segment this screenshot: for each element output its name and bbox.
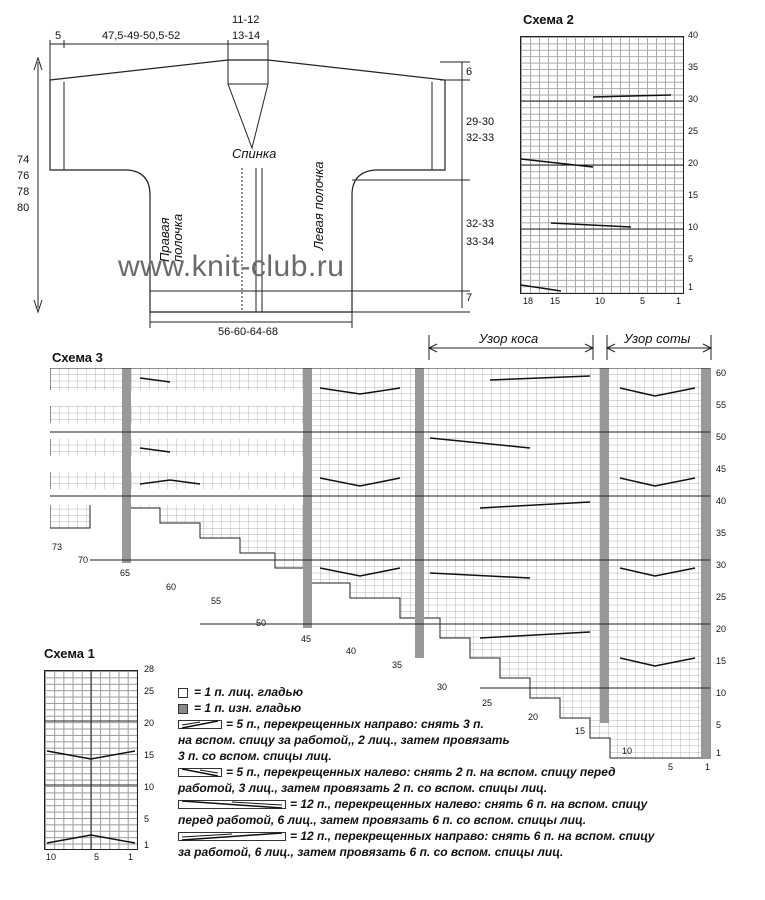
- legend-cross12-left-2: перед работой, 6 лиц., затем провязать 6 п. со вспом. спицы лиц.: [178, 813, 587, 827]
- legend-cross5-left: = 5 п., перекрещенных налево: снять 2 п. на вспом. спицу перед: [178, 764, 698, 780]
- s2-col-18: 18: [523, 296, 534, 306]
- s3-stair-55: 55: [211, 596, 222, 606]
- s1-col-5: 5: [94, 852, 100, 862]
- s1-row-10: 10: [144, 782, 155, 792]
- s3-row-55: 55: [716, 400, 727, 410]
- s3-row-10: 10: [716, 688, 727, 698]
- s3-row-25: 25: [716, 592, 727, 602]
- s3-stair-35: 35: [392, 660, 403, 670]
- s2-col-1: 1: [676, 296, 682, 306]
- watermark: www.knit-club.ru: [118, 250, 345, 283]
- s2-row-10: 10: [688, 222, 699, 232]
- left-front-label: Левая полочка: [311, 161, 326, 250]
- garment-diagram: [0, 0, 500, 340]
- neck-v: [228, 60, 268, 148]
- s3-stair-1: 1: [705, 762, 711, 772]
- s3-row-5: 5: [716, 720, 722, 730]
- s3-stair-60: 60: [166, 582, 177, 592]
- s3-row-15: 15: [716, 656, 727, 666]
- s3-row-1: 1: [716, 748, 722, 758]
- s3-row-40: 40: [716, 496, 727, 506]
- s2-col-10: 10: [595, 296, 606, 306]
- legend-cross12-right-2: за работой, 6 лиц., затем провязать 6 п. со вспом. спицы лиц.: [178, 845, 564, 859]
- s1-row-5: 5: [144, 814, 150, 824]
- s3-stair-65: 65: [120, 568, 131, 578]
- cross5-right-icon: [178, 720, 222, 730]
- neck-width-2: 13-14: [232, 30, 261, 42]
- cross12-left-icon: [178, 800, 286, 810]
- top-left-width: 5: [55, 30, 62, 42]
- purl-symbol-icon: [178, 704, 188, 714]
- upper-height-2: 32-33: [466, 132, 495, 144]
- s2-row-15: 15: [688, 190, 699, 200]
- s2-row-30: 30: [688, 94, 699, 104]
- cross12-right-icon: [178, 832, 286, 842]
- s3-stair-20: 20: [528, 712, 539, 722]
- legend-cross12-right: = 12 п., перекрещенных направо: снять 6 п. на вспом. спицу: [178, 828, 698, 844]
- schema1-row-labels: [144, 664, 164, 854]
- legend-purl: = 1 п. изн. гладью: [178, 700, 698, 716]
- s1-row-1: 1: [144, 840, 150, 850]
- legend-cross5-left-2: работой, 3 лиц., затем провязать 2 п. со вспом. спицы лиц.: [178, 781, 548, 795]
- s1-row-15: 15: [144, 750, 155, 760]
- back-label: Спинка: [232, 146, 277, 161]
- s3-stair-40: 40: [346, 646, 357, 656]
- legend-cross5-right-3: 3 п. со вспом. спицы лиц.: [178, 749, 332, 763]
- upper-height-1: 29-30: [466, 116, 495, 128]
- schema2-title: Схема 2: [523, 12, 574, 27]
- s2-row-35: 35: [688, 62, 699, 72]
- s2-col-15: 15: [550, 296, 561, 306]
- s1-col-1: 1: [128, 852, 134, 862]
- pattern-cable-label: Узор коса: [479, 331, 539, 346]
- s2-col-5: 5: [640, 296, 646, 306]
- neck-width-1: 11-12: [232, 14, 260, 26]
- s3-stair-45: 45: [301, 634, 312, 644]
- s1-row-28: 28: [144, 664, 155, 674]
- total-length-3: 80: [17, 202, 30, 214]
- schema1-grid: [44, 670, 138, 850]
- s2-row-40: 40: [688, 30, 699, 40]
- right-front-label: Правая полочка: [157, 213, 185, 262]
- schema2-grid: [520, 36, 684, 294]
- schema1-title: Схема 1: [44, 646, 95, 661]
- pattern-honeycomb-label: Узор соты: [624, 331, 691, 346]
- schema3-title: Схема 3: [52, 350, 103, 365]
- cross5-left-icon: [178, 768, 222, 778]
- s2-row-1: 1: [688, 282, 694, 292]
- bottom-band-height: 7: [466, 292, 473, 304]
- s3-row-50: 50: [716, 432, 727, 442]
- legend-cross5-right-2: на вспом. спицу за работой,, 2 лиц., затем провязать: [178, 733, 510, 747]
- s3-row-60: 60: [716, 368, 727, 378]
- s3-stair-10: 10: [622, 746, 633, 756]
- s1-row-25: 25: [144, 686, 155, 696]
- shoulder-height: 6: [466, 66, 473, 78]
- s3-stair-73: 73: [52, 542, 63, 552]
- lower-height-1: 32-33: [466, 218, 495, 230]
- schema3-row-labels: [716, 368, 740, 760]
- legend-cross5-right: = 5 п., перекрещенных направо: снять 3 п.: [178, 716, 698, 732]
- s3-stair-25: 25: [482, 698, 493, 708]
- legend-knit: = 1 п. лиц. гладью: [178, 684, 698, 700]
- s3-stair-70: 70: [78, 555, 89, 565]
- s1-row-20: 20: [144, 718, 155, 728]
- legend-cross12-left: = 12 п., перекрещенных налево: снять 6 п. на вспом. спицу: [178, 796, 698, 812]
- bottom-width: 56-60-64-68: [218, 326, 278, 338]
- s3-row-20: 20: [716, 624, 727, 634]
- s3-row-45: 45: [716, 464, 727, 474]
- total-length-1: 76: [17, 170, 30, 182]
- s2-row-25: 25: [688, 126, 699, 136]
- legend: [178, 684, 698, 860]
- sleeve-width: 47,5-49-50,5-52: [102, 30, 181, 42]
- total-length-2: 78: [17, 186, 30, 198]
- s3-row-35: 35: [716, 528, 727, 538]
- total-length-0: 74: [17, 154, 30, 166]
- s3-stair-50: 50: [256, 618, 267, 628]
- s2-row-5: 5: [688, 254, 694, 264]
- s3-stair-5: 5: [668, 762, 674, 772]
- s1-col-10: 10: [46, 852, 57, 862]
- s3-stair-15: 15: [575, 726, 586, 736]
- s3-row-30: 30: [716, 560, 727, 570]
- s3-stair-30: 30: [437, 682, 448, 692]
- knit-symbol-icon: [178, 688, 188, 698]
- lower-height-2: 33-34: [466, 236, 495, 248]
- s2-row-20: 20: [688, 158, 699, 168]
